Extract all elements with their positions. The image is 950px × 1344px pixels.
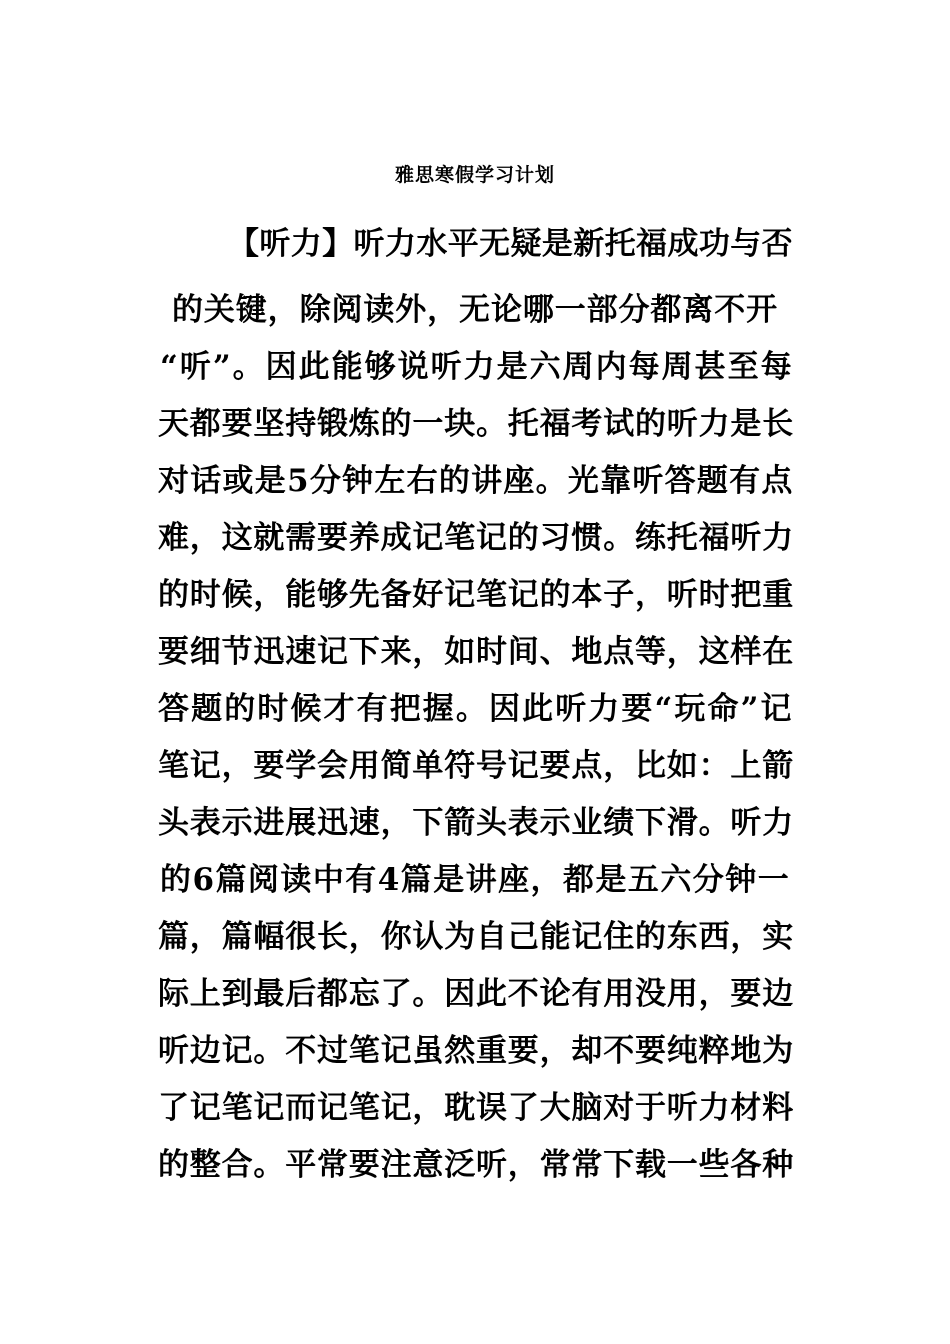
paragraph-line: 笔记，要学会用简单符号记要点，比如：上箭 bbox=[158, 748, 794, 784]
paragraph-line: 答题的时候才有把握。因此听力要“玩命”记 bbox=[158, 691, 794, 727]
paragraph-line: 天都要坚持锻炼的一块。托福考试的听力是长 bbox=[158, 406, 794, 442]
paragraph-line: 【听力】听力水平无疑是新托福成功与否 bbox=[228, 226, 793, 262]
paragraph-line: 的关键，除阅读外，无论哪一部分都离不开 bbox=[172, 292, 779, 328]
paragraph-line: 的整合。平常要注意泛听，常常下载一些各种 bbox=[158, 1147, 794, 1183]
paragraph-line: 听边记。不过笔记虽然重要，却不要纯粹地为 bbox=[158, 1033, 794, 1069]
paragraph-line: 的6篇阅读中有4篇是讲座，都是五六分钟一 bbox=[160, 862, 791, 898]
paragraph-line: 难，这就需要养成记笔记的习惯。练托福听力 bbox=[158, 520, 794, 556]
paragraph-line: 的时候，能够先备好记笔记的本子，听时把重 bbox=[158, 577, 794, 613]
paragraph-line: “听”。因此能够说听力是六周内每周甚至每 bbox=[160, 349, 794, 385]
paragraph-line: 际上到最后都忘了。因此不论有用没用，要边 bbox=[158, 976, 794, 1012]
paragraph-line: 头表示进展迅速，下箭头表示业绩下滑。听力 bbox=[158, 805, 794, 841]
paragraph-line: 要细节迅速记下来，如时间、地点等，这样在 bbox=[158, 634, 794, 670]
paragraph-line: 篇，篇幅很长，你认为自己能记住的东西，实 bbox=[158, 919, 794, 955]
document-title: 雅思寒假学习计划 bbox=[394, 164, 555, 186]
paragraph-line: 对话或是5分钟左右的讲座。光靠听答题有点 bbox=[158, 463, 794, 499]
paragraph-line: 了记笔记而记笔记，耽误了大脑对于听力材料 bbox=[158, 1090, 794, 1126]
